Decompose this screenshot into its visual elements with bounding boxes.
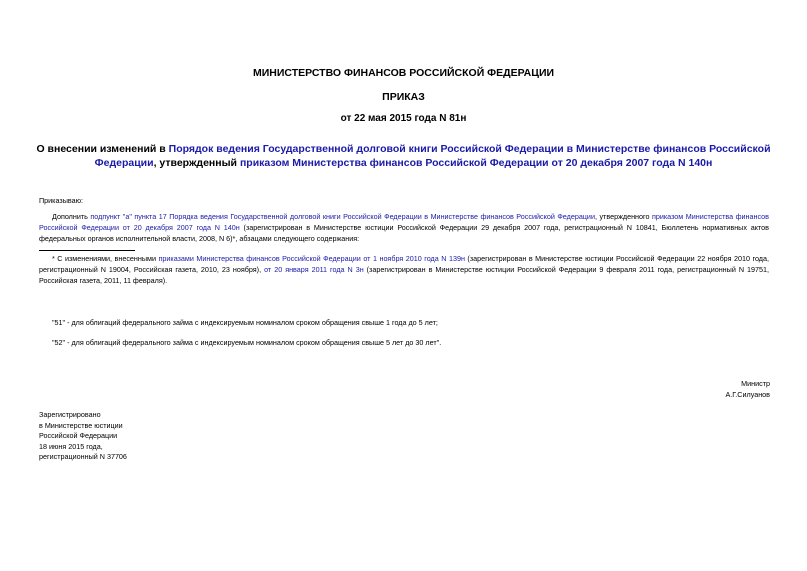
title-link-order[interactable]: приказом Министерства финансов Российской Федерации от 20 декабря 2007 года N 140н (239, 157, 713, 169)
paragraph-text: (зарегистрирован в Министерстве юстиции Российской Федерации 29 декабря 2007 года, регистрационный N 10841, Бюллетень нормативных актов федеральных органов исполнительной власти, 2008, N 6)*, абзацами следующего содержания: (39, 223, 769, 243)
registration-line: Российской Федерации (39, 431, 118, 440)
title-link-procedure[interactable]: Порядок ведения Государственной долговой книги Российской Федерации в Министерстве финансов Российской Федерации (94, 143, 771, 169)
link-order-140n[interactable]: приказом Министерства финансов Российской Федерации от 20 декабря 2007 года N 140н (39, 212, 769, 232)
order-word: Приказываю: (39, 196, 83, 205)
footnote-text: * С изменениями, внесенными (52, 254, 159, 263)
title-text: О внесении изменений в (36, 143, 169, 155)
registration-block (39, 410, 127, 463)
footnote-text: (зарегистрирован в Министерстве юстиции Российской Федерации 9 февраля 2011 года, регистрационный N 19751, Российская газета, 2011, 11 февраля). (39, 265, 769, 285)
footnote-divider (39, 250, 135, 251)
registration-line: в Министерстве юстиции (39, 420, 123, 430)
footnote-text: (зарегистрирован в Министерстве юстиции Российской Федерации 22 ноября 2010 года, регистрационный N 19004, Российская газета, 2010, 23 ноября), (39, 254, 769, 274)
registration-line: 18 июня 2015 года, (39, 441, 103, 451)
signature-position: Министр (741, 379, 770, 388)
signature-name: А.Г.Силуанов (725, 390, 770, 399)
document-type: ПРИКАЗ (382, 91, 425, 103)
link-order-3n[interactable]: от 20 января 2011 года N 3н (264, 265, 364, 274)
page-title (20, 142, 787, 170)
paragraph-amend (39, 211, 769, 244)
date-number: от 22 мая 2015 года N 81н (340, 113, 467, 124)
quote-51: "51" - для облигаций федерального займа с индексируемым номиналом сроком обращения свыше 1 года до 5 лет; (52, 318, 438, 327)
registration-line: регистрационный N 37706 (39, 452, 127, 461)
footnote (39, 253, 769, 286)
title-text: , утвержденный (153, 157, 240, 169)
ministry-heading: МИНИСТЕРСТВО ФИНАНСОВ РОССИЙСКОЙ ФЕДЕРАЦИИ (252, 67, 555, 79)
link-orders-139n[interactable]: приказами Министерства финансов Российской Федерации от 1 ноября 2010 года N 139н (158, 254, 465, 263)
paragraph-text: Дополнить (52, 212, 91, 221)
link-subpoint[interactable]: подпункт "а" пункта 17 Порядка ведения Государственной долговой книги Российской Федерации в Министерстве финансов Российской Федерации (90, 212, 595, 221)
registration-line: Зарегистрировано (39, 410, 101, 419)
quote-52: "52" - для облигаций федерального займа с индексируемым номиналом сроком обращения свыше 5 лет до 30 лет". (52, 338, 442, 347)
paragraph-text: , утвержденного (594, 212, 652, 221)
